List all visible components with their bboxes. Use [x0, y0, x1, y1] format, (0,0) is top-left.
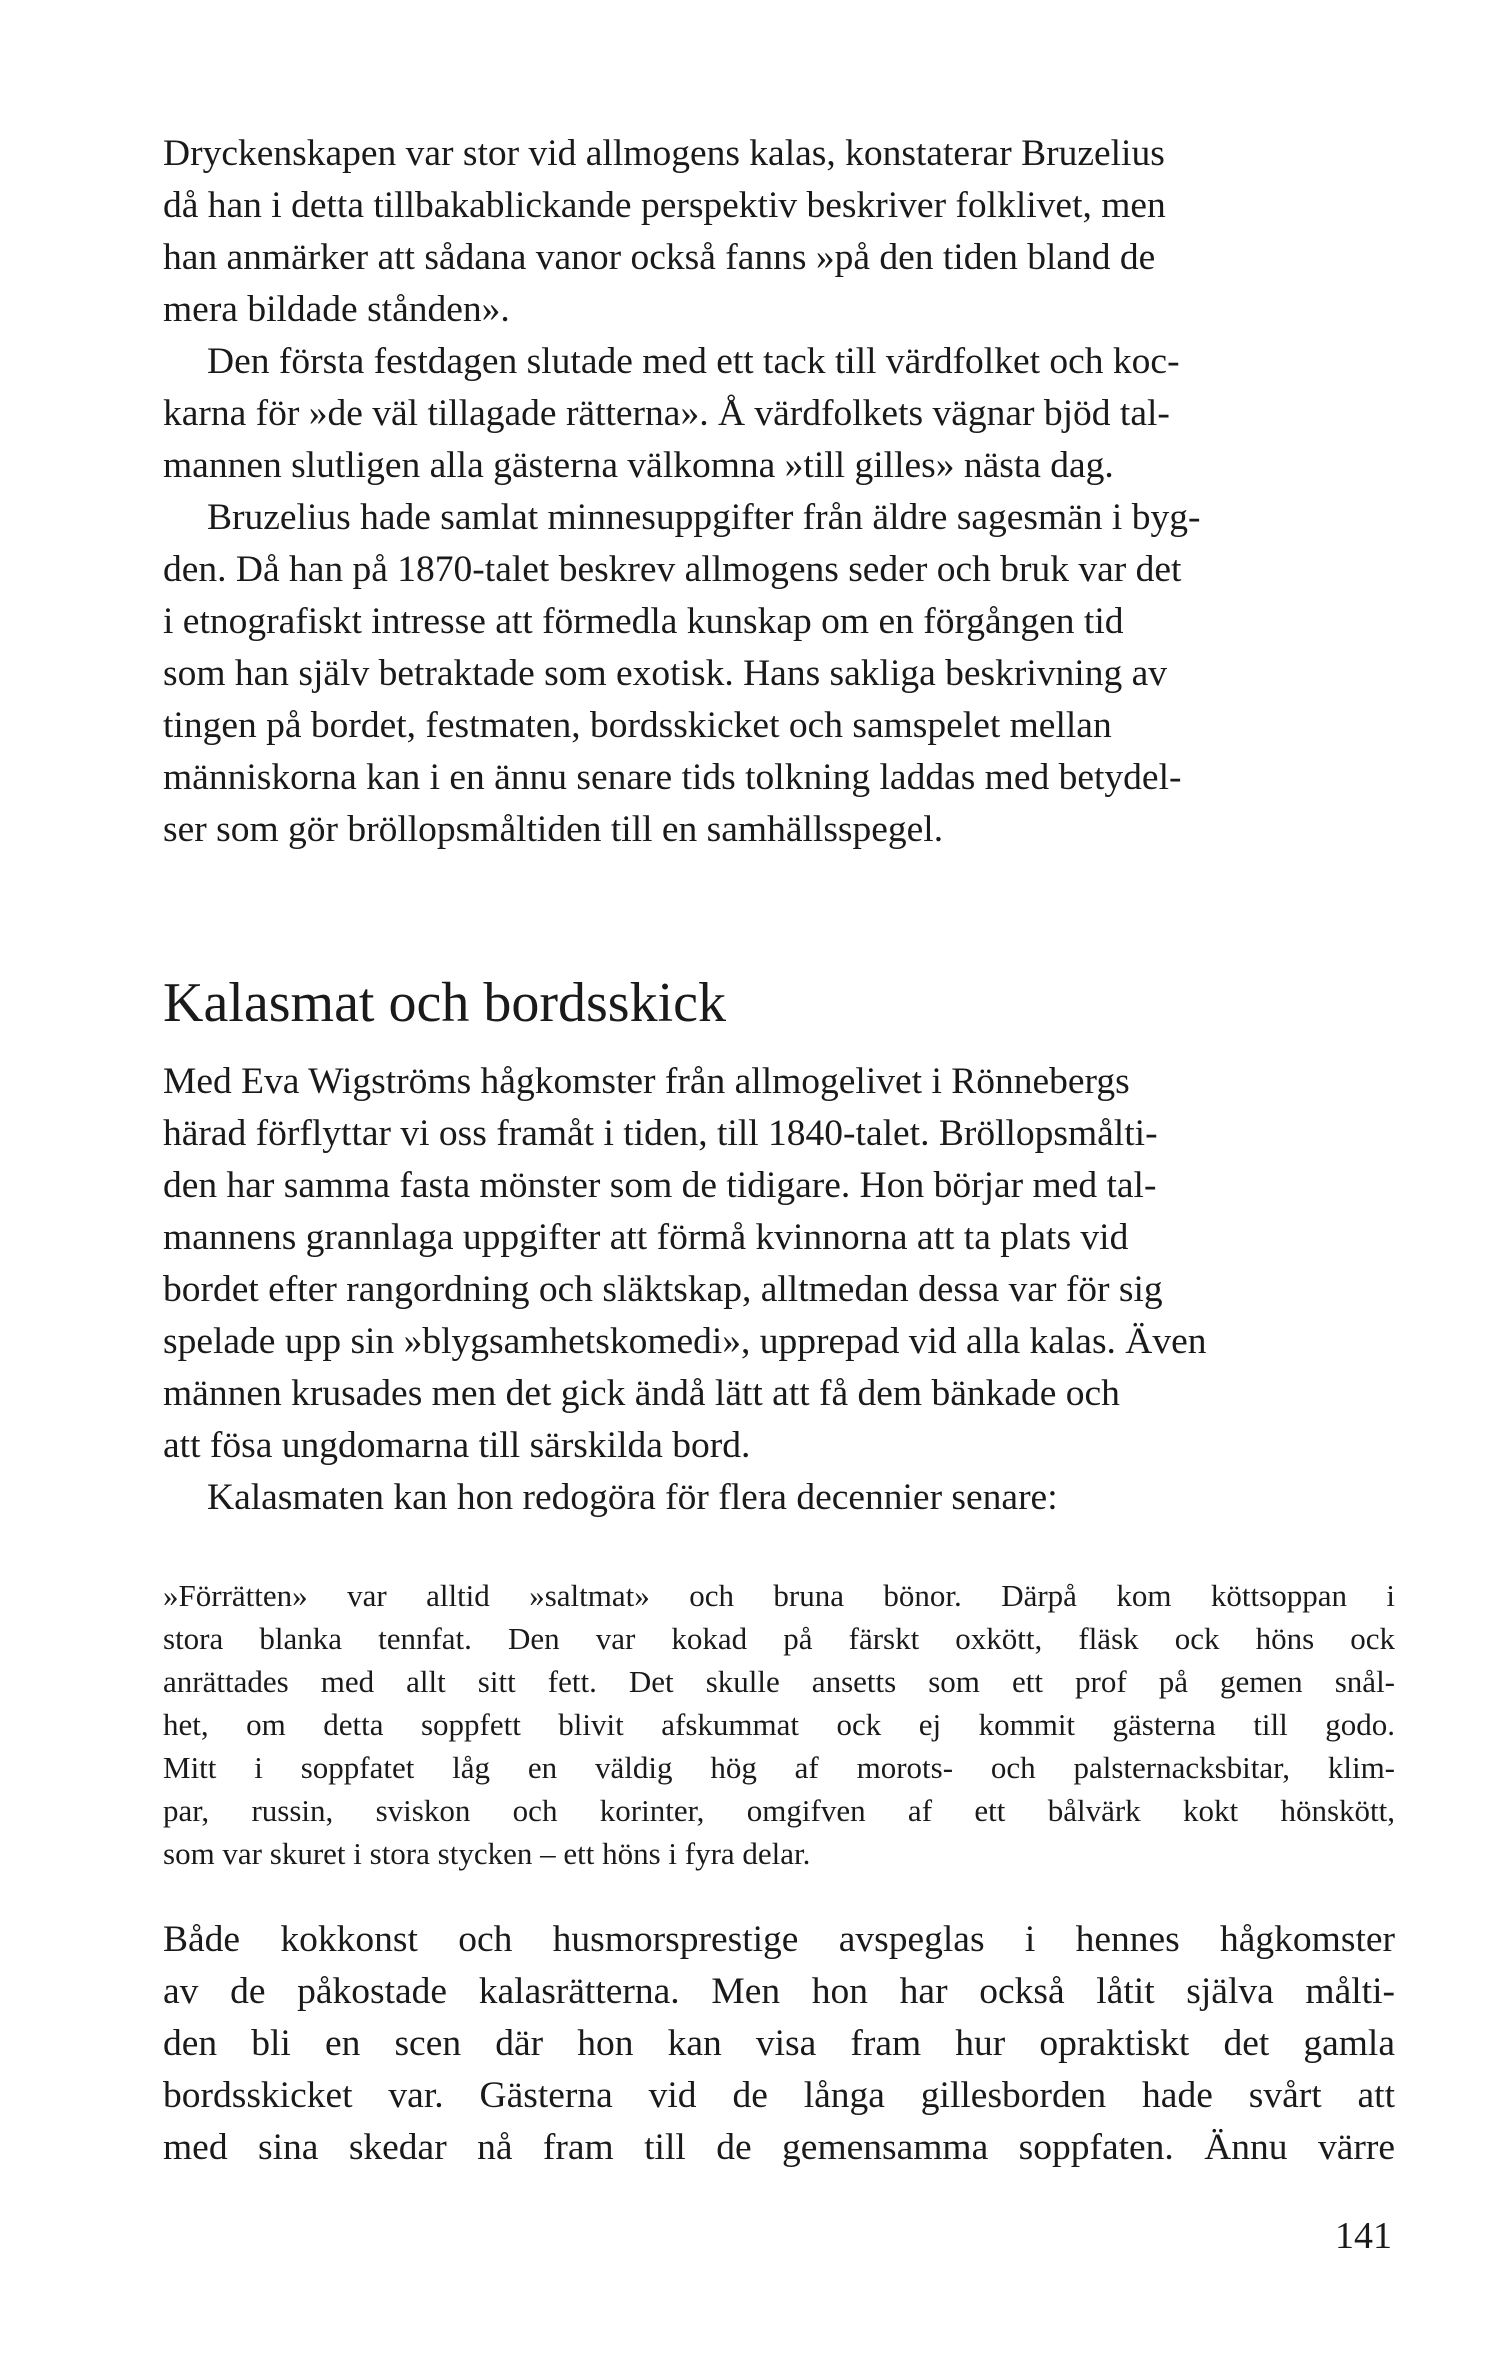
paragraph-first-feast-day — [163, 336, 1395, 492]
section-text-block — [163, 1056, 1395, 1524]
text-line: med sina skedar nå fram till de gemensamma soppfaten. Ännu värre — [163, 2127, 1395, 2168]
bottom-text-block — [163, 1914, 1395, 2174]
quote-line: som var skuret i stora stycken – ett höns i fyra delar. — [163, 1836, 811, 1871]
text-line: Både kokkonst och husmorsprestige avspeglas i hennes hågkomster — [163, 1919, 1395, 1960]
quote-line: Mitt i soppfatet låg en väldig hög af morots- och palsternacksbitar, klim- — [163, 1750, 1395, 1785]
text-line: mannen slutligen alla gästerna välkomna »till gilles» nästa dag. — [163, 445, 1114, 486]
quote-line: par, russin, sviskon och korinter, omgifven af ett bålvärk kokt hönskött, — [163, 1793, 1395, 1828]
paragraph-bruzelius-sources — [163, 492, 1395, 856]
paragraph-kokkonst — [163, 1914, 1395, 2174]
text-line: Med Eva Wigströms hågkomster från allmogelivet i Rönnebergs — [163, 1061, 1130, 1102]
text-line: av de påkostade kalasrätterna. Men hon har också låtit själva målti- — [163, 1971, 1395, 2012]
text-line: den. Då han på 1870-talet beskrev allmogens seder och bruk var det — [163, 549, 1182, 590]
text-line: han anmärker att sådana vanor också fanns »på den tiden bland de — [163, 237, 1156, 278]
paragraph-drinking — [163, 128, 1395, 336]
text-line: mannens grannlaga uppgifter att förmå kvinnorna att ta plats vid — [163, 1217, 1129, 1258]
paragraph-kalasmaten — [163, 1472, 1395, 1524]
quotation — [163, 1574, 1395, 1875]
text-line: männen krusades men det gick ändå lätt att få dem bänkade och — [163, 1373, 1120, 1414]
text-line: då han i detta tillbakablickande perspektiv beskriver folklivet, men — [163, 185, 1166, 226]
quote-line: het, om detta soppfett blivit afskummat ock ej kommit gästerna till godo. — [163, 1707, 1395, 1742]
text-line: Kalasmaten kan hon redogöra för flera decennier senare: — [207, 1477, 1058, 1518]
quote-line: »Förrätten» var alltid »saltmat» och bruna bönor. Därpå kom köttsoppan i — [163, 1578, 1395, 1613]
text-line: Den första festdagen slutade med ett tack till värdfolket och koc- — [207, 341, 1180, 382]
section-heading: Kalasmat och bordsskick — [163, 972, 726, 1034]
text-line: härad förflyttar vi oss framåt i tiden, till 1840-talet. Bröllopsmålti- — [163, 1113, 1158, 1154]
text-line: människorna kan i en ännu senare tids tolkning laddas med betydel- — [163, 757, 1182, 798]
quote-line: stora blanka tennfat. Den var kokad på färskt oxkött, fläsk ock höns ock — [163, 1621, 1395, 1656]
quote-line: anrättades med allt sitt fett. Det skulle ansetts som ett prof på gemen snål- — [163, 1664, 1395, 1699]
text-line: tingen på bordet, festmaten, bordsskicket och samspelet mellan — [163, 705, 1112, 746]
text-line: den bli en scen där hon kan visa fram hur opraktiskt det gamla — [163, 2023, 1395, 2064]
quote-block — [163, 1574, 1395, 1875]
text-line: Dryckenskapen var stor vid allmogens kalas, konstaterar Bruzelius — [163, 133, 1165, 174]
page-number: 141 — [1335, 2215, 1392, 2257]
text-line: bordsskicket var. Gästerna vid de långa gillesborden hade svårt att — [163, 2075, 1395, 2116]
text-line: spelade upp sin »blygsamhetskomedi», upprepad vid alla kalas. Även — [163, 1321, 1207, 1362]
text-line: karna för »de väl tillagade rätterna». Å värdfolkets vägnar bjöd tal- — [163, 393, 1170, 434]
text-line: mera bildade stånden». — [163, 289, 510, 330]
text-line: i etnografiskt intresse att förmedla kunskap om en förgången tid — [163, 601, 1124, 642]
text-line: ser som gör bröllopsmåltiden till en samhällsspegel. — [163, 809, 944, 850]
text-line: bordet efter rangordning och släktskap, alltmedan dessa var för sig — [163, 1269, 1163, 1310]
text-line: att fösa ungdomarna till särskilda bord. — [163, 1425, 751, 1466]
text-line: den har samma fasta mönster som de tidigare. Hon börjar med tal- — [163, 1165, 1157, 1206]
text-line: Bruzelius hade samlat minnesuppgifter från äldre sagesmän i byg- — [207, 497, 1201, 538]
text-line: som han själv betraktade som exotisk. Hans sakliga beskrivning av — [163, 653, 1167, 694]
top-text-block — [163, 128, 1395, 856]
paragraph-eva-wigstrom — [163, 1056, 1395, 1472]
